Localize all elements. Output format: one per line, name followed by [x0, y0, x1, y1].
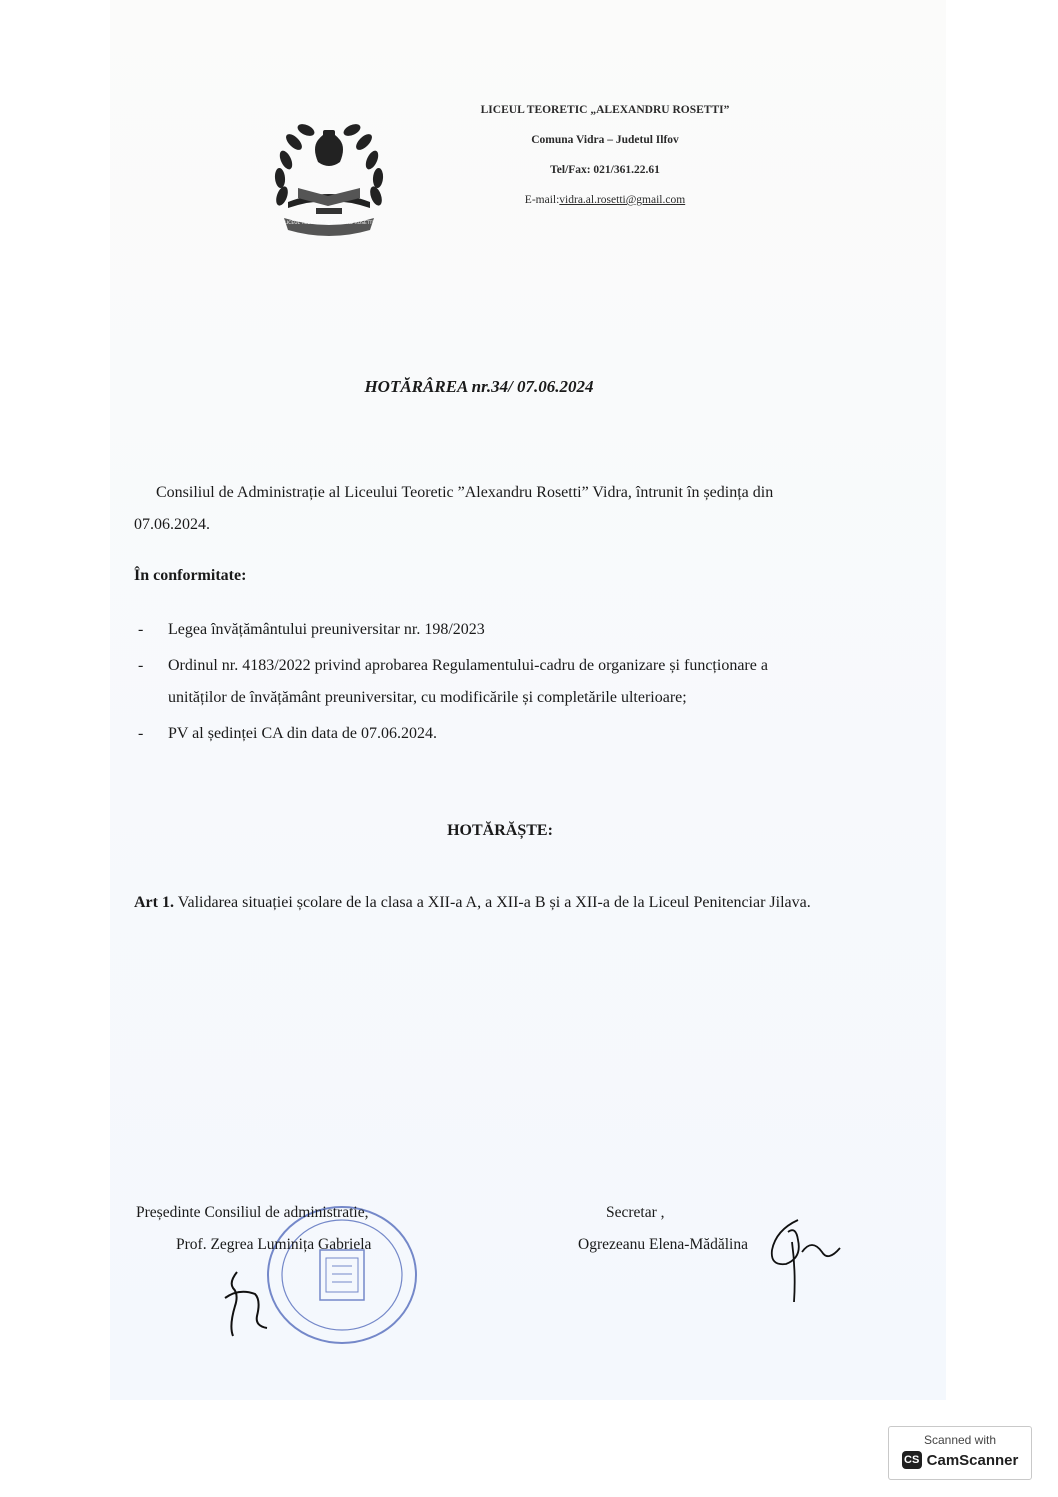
list-dash: -	[138, 725, 144, 742]
conformity-list	[134, 614, 814, 754]
secretary-block	[578, 1197, 748, 1261]
intro-paragraph: Consiliul de Administrație al Liceului Teoretic ”Alexandru Rosetti” Vidra, întrunit în ședința din 07.06.2024.	[134, 484, 774, 533]
secretary-name: Ogrezeanu Elena-Mădălina	[578, 1236, 748, 1253]
president-name: Prof. Zegrea Luminița Gabriela	[176, 1236, 372, 1253]
school-commune: Comuna Vidra – Judetul Ilfov	[531, 134, 679, 146]
school-email-line	[440, 194, 770, 206]
president-signature	[215, 1262, 275, 1342]
letterhead	[440, 104, 770, 224]
camscanner-logo-icon: CS	[902, 1451, 922, 1469]
article-text: Validarea situației școlare de la clasa a XII-a A, a XII-a B și a XII-a de la Liceul Penitenciar Jilava.	[177, 894, 811, 911]
list-item-text: PV al ședinței CA din data de 07.06.2024.	[168, 725, 438, 742]
camscanner-watermark	[888, 1426, 1032, 1480]
secretary-role: Secretar ,	[606, 1204, 665, 1221]
list-item	[134, 718, 814, 750]
school-phone: Tel/Fax: 021/361.22.61	[550, 164, 660, 176]
email-label: E-mail:	[524, 194, 560, 206]
logo-banner-text: LICEUL TEORETIC ALEXANDRU ROSETTI	[284, 221, 374, 226]
list-dash: -	[138, 657, 144, 674]
list-dash: -	[138, 621, 144, 638]
scanned-with-label: Scanned with	[923, 1433, 997, 1447]
school-name: LICEUL TEORETIC „ALEXANDRU ROSETTI”	[480, 104, 730, 116]
list-item-text: Legea învățământului preuniversitar nr. 198/2023	[168, 621, 485, 638]
decides-heading: HOTĂRĂȘTE:	[447, 822, 553, 839]
conformity-heading: În conformitate:	[134, 567, 247, 584]
school-logo	[268, 100, 390, 236]
article-1	[134, 887, 814, 919]
president-role: Președinte Consiliul de administratie,	[136, 1204, 369, 1221]
decision-title: HOTĂRÂREA nr.34/ 07.06.2024	[364, 377, 594, 396]
email-link[interactable]: vidra.al.rosetti@gmail.com	[559, 194, 686, 206]
secretary-signature	[762, 1212, 842, 1307]
article-label: Art 1.	[134, 894, 174, 911]
list-item-text: Ordinul nr. 4183/2022 privind aprobarea Regulamentului-cadru de organizare și funcționare a unităților de învățământ preuniversitar, cu modificările și completările ulterioare;	[168, 657, 768, 706]
list-item	[134, 614, 814, 646]
camscanner-brand	[889, 1451, 1031, 1469]
list-item	[134, 650, 814, 714]
president-block	[136, 1197, 371, 1261]
camscanner-name: CamScanner	[926, 1451, 1019, 1469]
